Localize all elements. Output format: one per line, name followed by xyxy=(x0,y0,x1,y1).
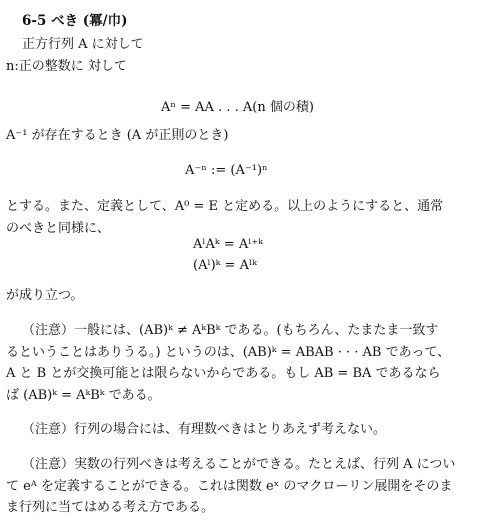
section-title: 6-5 べき (冪/巾) xyxy=(22,13,128,29)
intro-line-2: n:正の整数に 対して xyxy=(6,59,127,74)
formula-power-definition: Aⁿ = AA . . . A(n 個の積) xyxy=(161,100,314,115)
note-3-line-2: て eᴬ を定義することができる。これは関数 eˣ のマクローリン展開をそのま xyxy=(6,479,453,494)
note-1-line-2: るということはありうる。) というのは、(AB)ᵏ = ABAB · · · AB であって、 xyxy=(6,345,451,360)
formula-negative-power: A⁻ⁿ := (A⁻¹)ⁿ xyxy=(185,163,268,178)
inverse-condition-text: A⁻¹ が存在するとき (A が正則のとき) xyxy=(6,128,229,143)
paragraph-1-line-1: とする。また、定義として、A⁰ = E と定める。以上のようにすると、通常 xyxy=(6,199,444,214)
note-1-line-4: ば (AB)ᵏ = AᵏBᵏ である。 xyxy=(6,388,161,403)
note-1-line-3: A と B とが交換可能とは限らないからである。もし AB = BA であるなら xyxy=(6,366,441,381)
note-3-line-1: （注意）実数の行列べきは考えることができる。たとえば、行列 A につい xyxy=(22,457,456,472)
paragraph-2: が成り立つ。 xyxy=(6,288,84,303)
note-1-line-1: （注意）一般には、(AB)ᵏ ≠ AᵏBᵏ である。(もちろん、たまたま一致す xyxy=(22,323,439,338)
intro-line-1: 正方行列 A に対して xyxy=(22,37,144,52)
note-2: （注意）行列の場合には、有理数べきはとりあえず考えない。 xyxy=(22,422,387,437)
paragraph-1-line-2: のべきと同様に、 xyxy=(6,221,111,236)
formula-exponent-law-2: (Aˡ)ᵏ = Aˡᵏ xyxy=(193,258,257,273)
note-3-line-3: ま行列に当てはめる考え方である。 xyxy=(6,500,215,515)
formula-exponent-law-1: AˡAᵏ = Aˡ⁺ᵏ xyxy=(193,237,263,252)
